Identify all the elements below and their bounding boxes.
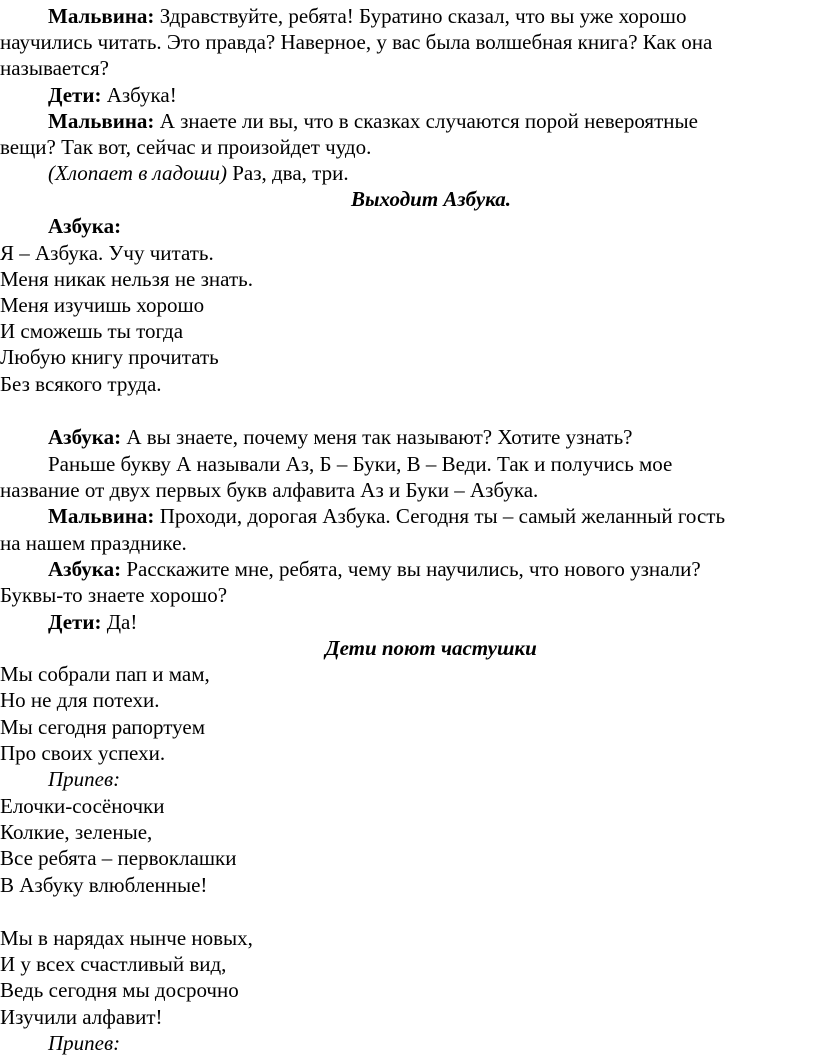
refrain-label: Припев: (48, 767, 121, 791)
line-text: Меня никак нельзя не знать. (0, 267, 253, 291)
speaker-name: Дети: (48, 610, 102, 634)
verse-line (0, 371, 162, 397)
dialogue-line (48, 609, 137, 635)
line-text: Расскажите мне, ребята, чему вы научились, что нового узнали? (121, 557, 701, 581)
line-text: А вы знаете, почему меня так называют? Хотите узнать? (121, 425, 633, 449)
verse-line (0, 872, 207, 898)
line-text: Проходи, дорогая Азбука. Сегодня ты – самый желанный гость (154, 504, 726, 528)
line-text: Меня изучишь хорошо (0, 293, 205, 317)
line-text: Раньше букву А называли Аз, Б – Буки, В – Веди. Так и получись мое (48, 452, 673, 476)
line-text: Азбука! (101, 83, 177, 107)
verse-line (0, 951, 226, 977)
text-line (0, 55, 109, 81)
line-text: Да! (101, 610, 138, 634)
verse-line (0, 1004, 163, 1030)
speaker-name: Мальвина: (48, 109, 155, 133)
dialogue-line (48, 3, 686, 29)
text-line (0, 582, 227, 608)
verse-line (0, 266, 253, 292)
speaker-name: Мальвина: (48, 4, 155, 28)
verse-line (0, 925, 253, 951)
verse-line (0, 977, 239, 1003)
stage-direction-line (48, 160, 349, 186)
dialogue-line (48, 82, 177, 108)
verse-line (0, 819, 152, 845)
line-text: на нашем празднике. (0, 531, 187, 555)
text-line (0, 29, 712, 55)
line-text: И у всех счастливый вид, (0, 952, 227, 976)
dialogue-line (48, 503, 725, 529)
refrain-label: Припев: (48, 1031, 121, 1055)
line-text: научились читать. Это правда? Наверное, у вас была волшебная книга? Как она (0, 30, 713, 54)
line-text: Елочки-сосёночки (0, 794, 165, 818)
line-text: Без всякого труда. (0, 372, 162, 396)
verse-line (0, 344, 219, 370)
text-line (0, 477, 538, 503)
speaker-name: Азбука: (48, 557, 122, 581)
line-text: Все ребята – первоклашки (0, 846, 237, 870)
verse-line (0, 793, 164, 819)
line-text: И сможешь ты тогда (0, 319, 184, 343)
line-text: Я – Азбука. Учу читать. (0, 241, 214, 265)
line-text: Колкие, зеленые, (0, 820, 153, 844)
line-text: Мы сегодня рапортуем (0, 715, 205, 739)
verse-line (0, 318, 183, 344)
dialogue-line (48, 108, 698, 134)
speaker-name: Азбука: (48, 425, 122, 449)
line-text: вещи? Так вот, сейчас и произойдет чудо. (0, 135, 372, 159)
line-text: Раз, два, три. (226, 161, 349, 185)
line-text: Мы в нарядах нынче новых, (0, 926, 253, 950)
verse-line (0, 714, 205, 740)
verse-line (0, 240, 214, 266)
line-text: Любую книгу прочитать (0, 345, 219, 369)
speaker-name: Азбука: (48, 214, 122, 238)
line-text: название от двух первых букв алфавита Аз и Буки – Азбука. (0, 478, 539, 502)
line-text: В Азбуку влюбленные! (0, 873, 208, 897)
verse-line (0, 292, 204, 318)
speaker-name: Мальвина: (48, 504, 155, 528)
text-line (0, 530, 187, 556)
verse-line (0, 740, 165, 766)
line-text: Но не для потехи. (0, 688, 160, 712)
dialogue-line (48, 213, 121, 239)
section-heading: Дети поют частушки (325, 636, 537, 660)
text-line (0, 134, 371, 160)
section-heading: Выходит Азбука. (350, 187, 512, 211)
speaker-name: Дети: (48, 83, 102, 107)
verse-line (0, 845, 237, 871)
text-line (48, 451, 672, 477)
line-text: А знаете ли вы, что в сказках случаются порой невероятные (154, 109, 698, 133)
dialogue-line (48, 556, 701, 582)
line-text: Ведь сегодня мы досрочно (0, 978, 239, 1002)
line-text: Буквы-то знаете хорошо? (0, 583, 228, 607)
line-text: называется? (0, 56, 109, 80)
line-text: Здравствуйте, ребята! Буратино сказал, что вы уже хорошо (154, 4, 687, 28)
line-text: Про своих успехи. (0, 741, 166, 765)
stage-direction: (Хлопает в ладоши) (48, 161, 227, 185)
line-text: Изучили алфавит! (0, 1005, 163, 1029)
verse-line (0, 661, 210, 687)
dialogue-line (48, 424, 633, 450)
verse-line (0, 687, 159, 713)
line-text: Мы собрали пап и мам, (0, 662, 210, 686)
